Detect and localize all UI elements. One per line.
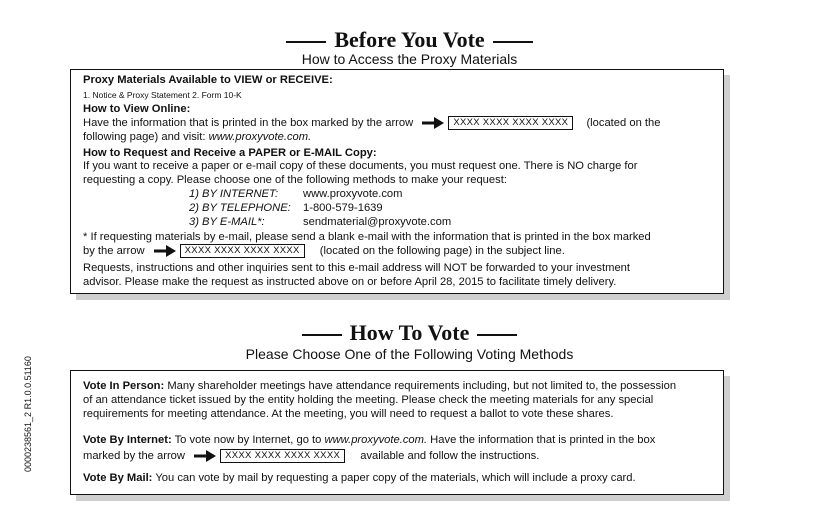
arrow-right-icon	[194, 450, 216, 462]
footer-note-1: Requests, instructions and other inquiries sent to this e-mail address will NOT be forwarded to your investment	[83, 262, 630, 274]
email-note-arrow-text: by the arrow	[83, 245, 145, 257]
email-note-subject: (located on the following page) in the subject line.	[319, 245, 565, 257]
vote-in-person-line-1	[83, 379, 713, 393]
view-online-heading: How to View Online:	[83, 103, 191, 115]
title-rule-left	[302, 334, 342, 336]
vote-in-person-text: Many shareholder meetings have attendance requirements including, but not limited to, the possession	[164, 380, 677, 392]
arrow-right-icon	[154, 245, 176, 257]
method-telephone	[189, 201, 383, 215]
view-online-line-2	[83, 130, 713, 144]
control-number-box: XXXX XXXX XXXX XXXX	[180, 244, 305, 258]
request-text-1: If you want to receive a paper or e-mail copy of these documents, you must request one. There is NO charge for	[83, 160, 638, 172]
materials-list: 1. Notice & Proxy Statement 2. Form 10-K	[83, 90, 242, 100]
arrow-right-icon	[422, 117, 444, 129]
request-text-2: requesting a copy. Please choose one of the following methods to make your request:	[83, 174, 507, 186]
materials-heading: Proxy Materials Available to VIEW or RECEIVE:	[83, 74, 333, 86]
vote-in-person-line-2: of an attendance ticket issued by the entity holding the meeting. Please check the meeting materials for any special	[83, 394, 654, 406]
vote-in-person-line-3: requirements for meeting attendance. At the meeting, you will need to request a ballot to vote these shares.	[83, 408, 614, 420]
vote-internet-follow: available and follow the instructions.	[360, 450, 540, 462]
view-online-visit: following page) and visit:	[83, 131, 209, 143]
voting-methods-panel	[70, 370, 724, 495]
footer-note-2: advisor. Please make the request as instructed above on or before April 28, 2015 to facilitate timely delivery.	[83, 276, 617, 288]
title-rule-right	[477, 334, 517, 336]
vote-internet-label: Vote By Internet:	[83, 434, 172, 446]
vote-mail-label: Vote By Mail:	[83, 472, 153, 484]
control-number-box: XXXX XXXX XXXX XXXX	[220, 449, 345, 463]
method-telephone-value[interactable]: 1-800-579-1639	[303, 202, 383, 214]
vote-internet-arrow-text: marked by the arrow	[83, 450, 185, 462]
view-online-text: Have the information that is printed in the box marked by the arrow	[83, 117, 414, 129]
before-you-vote-title	[0, 28, 819, 52]
before-subtitle: How to Access the Proxy Materials	[301, 51, 518, 67]
method-internet	[189, 187, 402, 201]
method-email-value[interactable]: sendmaterial@proxyvote.com	[303, 216, 452, 228]
title-rule-right	[493, 41, 533, 43]
method-email-label: 3) BY E-MAIL*:	[189, 216, 265, 228]
access-materials-panel	[70, 69, 724, 294]
request-heading: How to Request and Receive a PAPER or E-MAIL Copy:	[83, 147, 377, 159]
proxyvote-link[interactable]: www.proxyvote.com.	[324, 434, 428, 446]
document-id-code: 0000238561_2 R1.0.0.51160	[23, 356, 33, 472]
view-online-located: (located on the	[586, 117, 661, 129]
method-internet-value[interactable]: www.proxyvote.com	[303, 188, 403, 200]
how-to-vote-title	[0, 321, 819, 345]
method-internet-label: 1) BY INTERNET:	[189, 188, 279, 200]
how-subtitle: Please Choose One of the Following Voting Methods	[245, 346, 574, 362]
title-rule-left	[286, 41, 326, 43]
proxyvote-link[interactable]: www.proxyvote.com.	[208, 131, 312, 143]
vote-internet-text-2: Have the information that is printed in the box	[427, 434, 656, 446]
view-online-line	[83, 116, 713, 130]
vote-internet-line-2	[83, 449, 713, 463]
vote-internet-text: To vote now by Internet, go to	[171, 434, 325, 446]
vote-internet-line-1	[83, 433, 713, 447]
vote-mail-text: You can vote by mail by requesting a paper copy of the materials, which will include a proxy card.	[152, 472, 636, 484]
method-telephone-label: 2) BY TELEPHONE:	[189, 202, 291, 214]
method-email	[189, 215, 451, 229]
vote-mail-line	[83, 471, 713, 485]
email-note-1: * If requesting materials by e-mail, please send a blank e-mail with the information that is printed in the box marked	[83, 231, 651, 243]
control-number-box: XXXX XXXX XXXX XXXX	[448, 116, 573, 130]
email-note-2	[83, 244, 713, 258]
before-title-text: Before You Vote	[334, 27, 485, 52]
how-title-text: How To Vote	[349, 320, 470, 345]
vote-in-person-label: Vote In Person:	[83, 380, 165, 392]
